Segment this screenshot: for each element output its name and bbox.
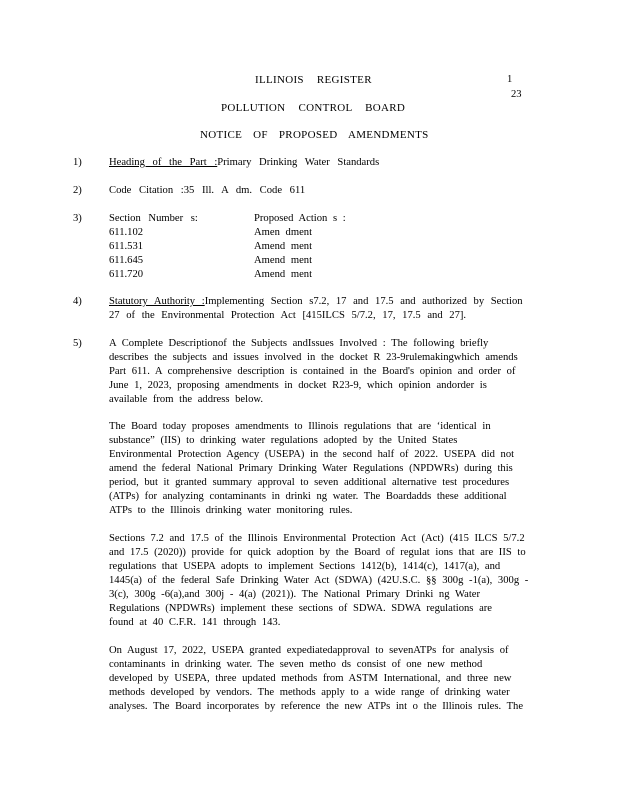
section-item: 611.720 bbox=[109, 269, 144, 280]
text-line: describes the subjects and issues involved in the docket R 23-9rulemakingwhich amends bbox=[109, 352, 518, 363]
section-item: 611.102 bbox=[109, 227, 144, 238]
text-line: June 1, 2023, proposing amendments in docket R23-9, which opinion andorder is bbox=[109, 380, 487, 391]
text-line: 1445(a) of the federal Safe Drinking Water Act (SDWA) (42U.S.C. §§ 300g -1(a), 300g - bbox=[109, 575, 529, 586]
item-label: Heading of the Part : bbox=[109, 157, 218, 168]
text-line: ATPs to the Illinois drinking water monitoring rules. bbox=[109, 505, 353, 516]
action-item: Amen dment bbox=[254, 227, 313, 238]
text-line: Regulations (NPDWRs) implement these sections of SDWA. SDWA regulations are bbox=[109, 603, 493, 614]
item-text: 27 of the Environmental Protection Act [415ILCS 5/7.2, 17, 17.5 and 27]. bbox=[109, 310, 467, 321]
text-line: amend the federal National Primary Drinking Water Regulations (NPDWRs) during this bbox=[109, 463, 513, 474]
body-paragraph bbox=[109, 420, 514, 518]
section-header: Section Number s: bbox=[109, 213, 198, 224]
text-line: developed by USEPA, three updated methods from ASTM International, and three new bbox=[109, 673, 512, 684]
action-item: Amend ment bbox=[254, 255, 313, 266]
text-line: (ATPs) for analyzing contaminants in drinki ng water. The Boardadds these additional bbox=[109, 491, 507, 502]
heading-of-part bbox=[109, 156, 379, 170]
text-line: On August 17, 2022, USEPA granted expediatedapproval to sevenATPs for analysis of bbox=[109, 645, 509, 656]
action-item: Amend ment bbox=[254, 241, 313, 252]
board-title: POLLUTION CONTROL BOARD bbox=[221, 102, 406, 114]
action-item: Amend ment bbox=[254, 269, 313, 280]
item-number: 1) bbox=[73, 157, 82, 168]
proposed-actions bbox=[254, 212, 346, 282]
item-number: 3) bbox=[73, 213, 82, 224]
text-line: The Board today proposes amendments to Illinois regulations that are ‘identical in bbox=[109, 421, 491, 432]
body-paragraph bbox=[109, 532, 528, 630]
section-item: 611.531 bbox=[109, 241, 144, 252]
notice-title: NOTICE OF PROPOSED AMENDMENTS bbox=[200, 129, 429, 141]
code-citation: Code Citation :35 Ill. A dm. Code 611 bbox=[109, 185, 306, 196]
text-line: regulations that USEPA adopts to implement Sections 1412(b), 1414(c), 1417(a), and bbox=[109, 561, 501, 572]
body-paragraph bbox=[109, 644, 523, 714]
section-numbers bbox=[109, 212, 198, 282]
text-line: methods developed by vendors. The methods apply to a wide range of drinking water bbox=[109, 687, 510, 698]
text-line: analyses. The Board incorporates by reference the new ATPs int o the Illinois rules. The bbox=[109, 701, 524, 712]
item-number: 2) bbox=[73, 185, 82, 196]
page-number: 1 bbox=[507, 74, 513, 85]
text-line: and 17.5 (2020)) provide for quick adoption by the Board of regulat ions that are IIS to bbox=[109, 547, 526, 558]
text-line: found at 40 C.F.R. 141 through 143. bbox=[109, 617, 281, 628]
text-line: period, but it granted summary approval to seven additional alternative test procedures bbox=[109, 477, 510, 488]
text-line: Part 611. A comprehensive description is contained in the Board's opinion and order of bbox=[109, 366, 516, 377]
item-text: Implementing Section s7.2, 17 and 17.5 and authorized by Section bbox=[204, 296, 523, 307]
section-item: 611.645 bbox=[109, 255, 144, 266]
item-number: 4) bbox=[73, 296, 82, 307]
statutory-authority bbox=[109, 295, 523, 323]
item-text: Primary Drinking Water Standards bbox=[217, 157, 380, 168]
action-header: Proposed Action s : bbox=[254, 213, 346, 224]
text-line: substance” (IIS) to drinking water regulations adopted by the United States bbox=[109, 435, 458, 446]
register-title: ILLINOIS REGISTER bbox=[255, 74, 372, 86]
text-line: available from the address below. bbox=[109, 394, 263, 405]
issue-number: 23 bbox=[511, 89, 522, 100]
description-paragraph bbox=[109, 337, 518, 407]
text-line: A Complete Descriptionof the Subjects andIssues Involved : The following briefly bbox=[109, 338, 489, 349]
text-line: contaminants in drinking water. The seven metho ds consist of one new method bbox=[109, 659, 483, 670]
text-line: Sections 7.2 and 17.5 of the Illinois Environmental Protection Act (Act) (415 ILCS 5/7.2 bbox=[109, 533, 525, 544]
item-number: 5) bbox=[73, 338, 82, 349]
text-line: Environmental Protection Agency (USEPA) in the second half of 2022. USEPA did not bbox=[109, 449, 515, 460]
item-label: Statutory Authority : bbox=[109, 296, 205, 307]
text-line: 3(c), 300g -6(a),and 300j - 4(a) (2021)). The National Primary Drinki ng Water bbox=[109, 589, 481, 600]
